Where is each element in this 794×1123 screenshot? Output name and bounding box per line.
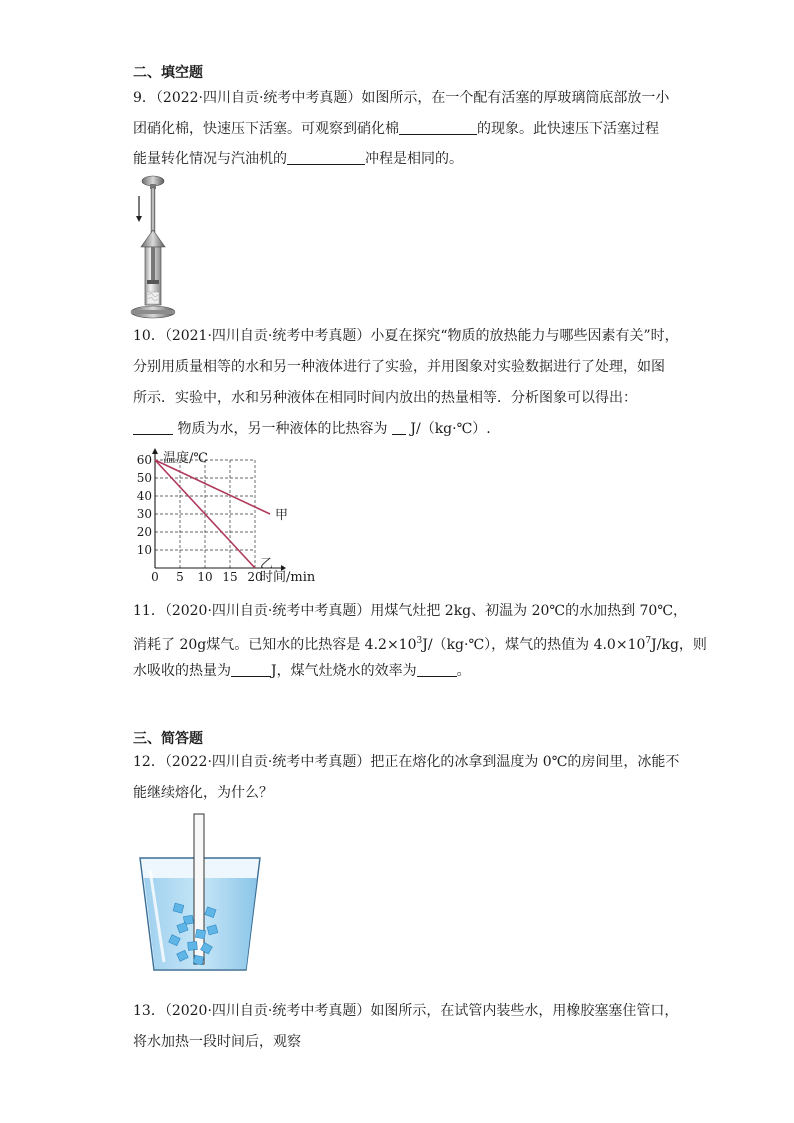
q9-blank-1[interactable]	[399, 120, 477, 135]
y-tick-label: 60	[136, 453, 152, 467]
x-tick-label: 15	[222, 570, 238, 584]
y-tick-label: 50	[136, 471, 152, 485]
q10-line4	[133, 419, 491, 439]
q11-line2	[133, 631, 707, 655]
q11-line2-text-b: J/（kg·℃），煤气的热值为 4.0×10	[422, 637, 646, 653]
y-tick-label: 30	[136, 507, 152, 521]
q10-line3: 所示．实验中，水和另种液体在相同时间内放出的热量相等．分析图象可以得出：	[133, 390, 637, 406]
section-title-fill-blank: 二、填空题	[133, 65, 203, 81]
q11-sup-1: 3	[416, 636, 423, 646]
chart-ticks	[137, 453, 263, 584]
q11-line2-text-a: 消耗了 20g煤气。已知水的比热容是 4.2×10	[133, 637, 417, 653]
q11-blank-2[interactable]	[417, 662, 457, 677]
piston-collar	[141, 230, 165, 247]
q9-line2-text-a: 团硝化棉，快速压下活塞。可观察到硝化棉	[133, 121, 399, 137]
y-tick-label: 40	[136, 489, 152, 503]
q9-blank-2[interactable]	[287, 150, 365, 165]
q12-line1: 12．（2022·四川自贡·统考中考真题）把正在熔化的冰拿到温度为 0℃的房间里，冰能不	[133, 754, 680, 770]
piston-cylinder-figure	[128, 172, 184, 322]
q9-line3	[133, 149, 463, 169]
y-tick-label: 20	[136, 525, 152, 539]
q11-line3-text-b: J，煤气灶烧水的效率为	[271, 663, 417, 679]
x-tick-label: 0	[151, 570, 159, 584]
ice-water-cup-figure	[138, 812, 263, 972]
q10-blank-1[interactable]	[133, 420, 173, 435]
q11-blank-1[interactable]	[231, 662, 271, 677]
q13-line2: 将水加热一段时间后，观察	[133, 1034, 301, 1050]
q11-line2-text-c: J/kg，则	[651, 637, 707, 653]
x-tick-label: 10	[197, 570, 213, 584]
q10-blank-2[interactable]	[392, 420, 406, 435]
q11-line3-text-c: 。	[456, 663, 471, 679]
q9-line1: 9．（2022·四川自贡·统考中考真题）如图所示，在一个配有活塞的厚玻璃筒底部放一小	[133, 90, 670, 106]
series-label-2: 乙	[260, 557, 274, 572]
x-tick-label: 5	[176, 570, 184, 584]
y-axis-arrow-icon	[152, 448, 158, 454]
chart-axes	[152, 448, 289, 571]
q11-line3-text-a: 水吸收的热量为	[133, 663, 231, 679]
x-tick-label: 20	[247, 570, 263, 584]
series-line-1	[155, 460, 270, 514]
q10-line4-text-a: 物质为水，另一种液体的比热容为	[177, 421, 388, 437]
q10-line2: 分别用质量相等的水和另一种液体进行了实验，并用图象对实验数据进行了处理，如图	[133, 359, 665, 375]
q11-line1: 11．（2020·四川自贡·统考中考真题）用煤气灶把 2kg、初温为 20℃的水加热到 70℃，	[133, 603, 687, 619]
temperature-time-chart	[128, 446, 338, 588]
q9-line3-text-b: 冲程是相同的。	[365, 151, 463, 167]
y-tick-label: 10	[136, 543, 152, 557]
q9-line2	[133, 119, 659, 139]
q10-line4-text-b: J/（kg·℃）.	[410, 421, 491, 437]
q12-line2: 能继续熔化，为什么？	[133, 785, 273, 801]
q10-line1: 10．（2021·四川自贡·统考中考真题）小夏在探究“物质的放热能力与哪些因素有关”时，	[133, 328, 679, 344]
section-title-short-answer: 三、简答题	[133, 731, 203, 747]
series-label-1: 甲	[275, 508, 289, 523]
chart-ylabel: 温度/℃	[163, 451, 208, 466]
chart-series	[155, 460, 288, 572]
q11-line3	[133, 661, 471, 681]
q11-sup-2: 7	[645, 636, 652, 646]
q9-line2-text-b: 的现象。此快速压下活塞过程	[477, 121, 659, 137]
q9-line3-text-a: 能量转化情况与汽油机的	[133, 151, 287, 167]
chart-xlabel: 时间/min	[260, 570, 316, 585]
q13-line1: 13．（2020·四川自贡·统考中考真题）如图所示，在试管内装些水，用橡胶塞塞住管口，	[133, 1003, 679, 1019]
